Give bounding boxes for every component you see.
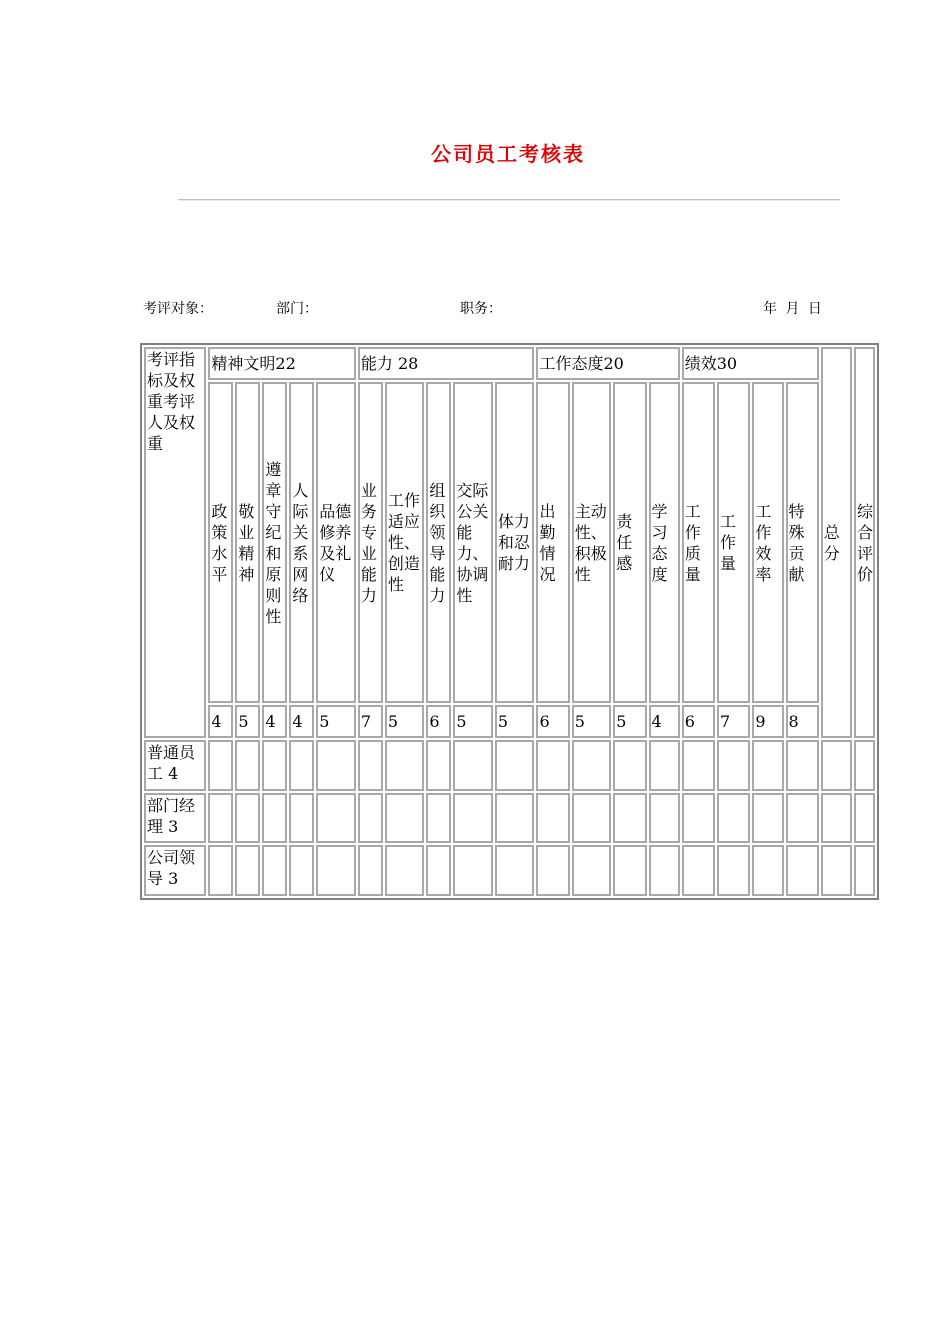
indicator-weight: 5 xyxy=(495,705,535,738)
indicator-header: 人际关系网络 xyxy=(289,382,314,702)
indicator-header: 工作效率 xyxy=(752,382,783,702)
rater-label: 普通员工 4 xyxy=(144,740,206,791)
score-cell[interactable] xyxy=(752,793,783,844)
indicator-header: 工作量 xyxy=(717,382,750,702)
indicator-header: 业务专业能力 xyxy=(358,382,383,702)
score-cell[interactable] xyxy=(385,845,425,896)
score-cell[interactable] xyxy=(649,793,680,844)
indicator-header: 品德修养及礼仪 xyxy=(316,382,356,702)
rater-label: 部门经理 3 xyxy=(144,793,206,844)
indicator-weight: 5 xyxy=(453,705,493,738)
group-header-ability: 能力 28 xyxy=(358,347,535,380)
score-cell[interactable] xyxy=(854,793,875,844)
score-cell[interactable] xyxy=(821,845,852,896)
score-cell[interactable] xyxy=(453,793,493,844)
score-cell[interactable] xyxy=(426,740,451,791)
indicator-header: 敬业精神 xyxy=(235,382,260,702)
indicator-weight: 4 xyxy=(289,705,314,738)
evaluation-table xyxy=(140,343,879,900)
target-label: 考评对象： xyxy=(143,301,213,317)
indicator-weight: 5 xyxy=(385,705,425,738)
rater-row xyxy=(144,845,875,896)
indicator-weight: 5 xyxy=(613,705,646,738)
score-cell[interactable] xyxy=(208,740,233,791)
position-label: 职务： xyxy=(460,301,502,317)
score-cell[interactable] xyxy=(426,845,451,896)
score-cell[interactable] xyxy=(572,845,612,896)
score-cell[interactable] xyxy=(208,845,233,896)
indicator-header: 体力和忍耐力 xyxy=(495,382,535,702)
score-cell[interactable] xyxy=(752,740,783,791)
indicator-header: 政策水平 xyxy=(208,382,233,702)
score-cell[interactable] xyxy=(426,793,451,844)
score-cell[interactable] xyxy=(536,793,569,844)
score-cell[interactable] xyxy=(289,793,314,844)
score-cell[interactable] xyxy=(821,793,852,844)
group-header-spirit: 精神文明22 xyxy=(208,347,355,380)
indicator-weight: 7 xyxy=(717,705,750,738)
score-cell[interactable] xyxy=(717,845,750,896)
score-cell[interactable] xyxy=(821,740,852,791)
score-cell[interactable] xyxy=(495,740,535,791)
rater-label: 公司领导 3 xyxy=(144,845,206,896)
indicator-weight: 6 xyxy=(682,705,715,738)
indicator-header: 特殊贡献 xyxy=(786,382,819,702)
score-cell[interactable] xyxy=(289,740,314,791)
score-cell[interactable] xyxy=(385,740,425,791)
department-label: 部门： xyxy=(276,301,318,317)
indicator-weight: 4 xyxy=(649,705,680,738)
score-cell[interactable] xyxy=(262,740,287,791)
score-cell[interactable] xyxy=(453,740,493,791)
score-cell[interactable] xyxy=(208,793,233,844)
indicator-header: 遵章守纪和原则性 xyxy=(262,382,287,702)
indicator-header: 工作适应性、创造性 xyxy=(385,382,425,702)
indicator-weight: 6 xyxy=(536,705,569,738)
indicator-weight: 6 xyxy=(426,705,451,738)
score-cell[interactable] xyxy=(358,845,383,896)
score-cell[interactable] xyxy=(316,793,356,844)
score-cell[interactable] xyxy=(613,845,646,896)
score-cell[interactable] xyxy=(649,740,680,791)
date-label: 年 月 日 xyxy=(763,301,822,317)
indicator-weight: 9 xyxy=(752,705,783,738)
indicator-header: 出勤情况 xyxy=(536,382,569,702)
indicator-header: 交际公关能力、协调性 xyxy=(453,382,493,702)
score-cell[interactable] xyxy=(682,793,715,844)
indicator-header: 工作质量 xyxy=(682,382,715,702)
score-cell[interactable] xyxy=(613,740,646,791)
score-cell[interactable] xyxy=(572,740,612,791)
corner-header-cell: 考评指标及权重考评人及权重 xyxy=(144,347,206,738)
indicator-header: 组织领导能力 xyxy=(426,382,451,702)
score-cell[interactable] xyxy=(682,740,715,791)
total-score-header: 总分 xyxy=(821,347,852,738)
group-header-performance: 绩效30 xyxy=(682,347,819,380)
score-cell[interactable] xyxy=(854,740,875,791)
indicator-header: 主动性、积极性 xyxy=(572,382,612,702)
group-header-attitude: 工作态度20 xyxy=(536,347,679,380)
score-cell[interactable] xyxy=(786,740,819,791)
score-cell[interactable] xyxy=(682,845,715,896)
title-divider xyxy=(178,199,840,201)
score-cell[interactable] xyxy=(495,845,535,896)
score-cell[interactable] xyxy=(385,793,425,844)
score-cell[interactable] xyxy=(786,845,819,896)
score-cell[interactable] xyxy=(495,793,535,844)
score-cell[interactable] xyxy=(717,740,750,791)
score-cell[interactable] xyxy=(649,845,680,896)
score-cell[interactable] xyxy=(453,845,493,896)
score-cell[interactable] xyxy=(262,845,287,896)
indicator-weight: 4 xyxy=(208,705,233,738)
overall-evaluation-header: 综合评价 xyxy=(854,347,875,738)
score-cell[interactable] xyxy=(358,793,383,844)
indicator-weight: 8 xyxy=(786,705,819,738)
indicator-header: 学习态度 xyxy=(649,382,680,702)
indicator-weight: 5 xyxy=(316,705,356,738)
score-cell[interactable] xyxy=(717,793,750,844)
score-cell[interactable] xyxy=(262,793,287,844)
rater-row xyxy=(144,793,875,844)
indicator-weight: 5 xyxy=(572,705,612,738)
score-cell[interactable] xyxy=(235,793,260,844)
indicator-weight: 4 xyxy=(262,705,287,738)
page-title: 公司员工考核表 xyxy=(431,142,585,166)
indicator-weight: 5 xyxy=(235,705,260,738)
score-cell[interactable] xyxy=(289,845,314,896)
score-cell[interactable] xyxy=(786,793,819,844)
score-cell[interactable] xyxy=(752,845,783,896)
score-cell[interactable] xyxy=(536,740,569,791)
rater-row xyxy=(144,740,875,791)
score-cell[interactable] xyxy=(613,793,646,844)
score-cell[interactable] xyxy=(235,740,260,791)
indicator-header: 责任感 xyxy=(613,382,646,702)
score-cell[interactable] xyxy=(854,845,875,896)
score-cell[interactable] xyxy=(572,793,612,844)
score-cell[interactable] xyxy=(235,845,260,896)
score-cell[interactable] xyxy=(316,845,356,896)
score-cell[interactable] xyxy=(536,845,569,896)
indicator-weight: 7 xyxy=(358,705,383,738)
score-cell[interactable] xyxy=(316,740,356,791)
score-cell[interactable] xyxy=(358,740,383,791)
